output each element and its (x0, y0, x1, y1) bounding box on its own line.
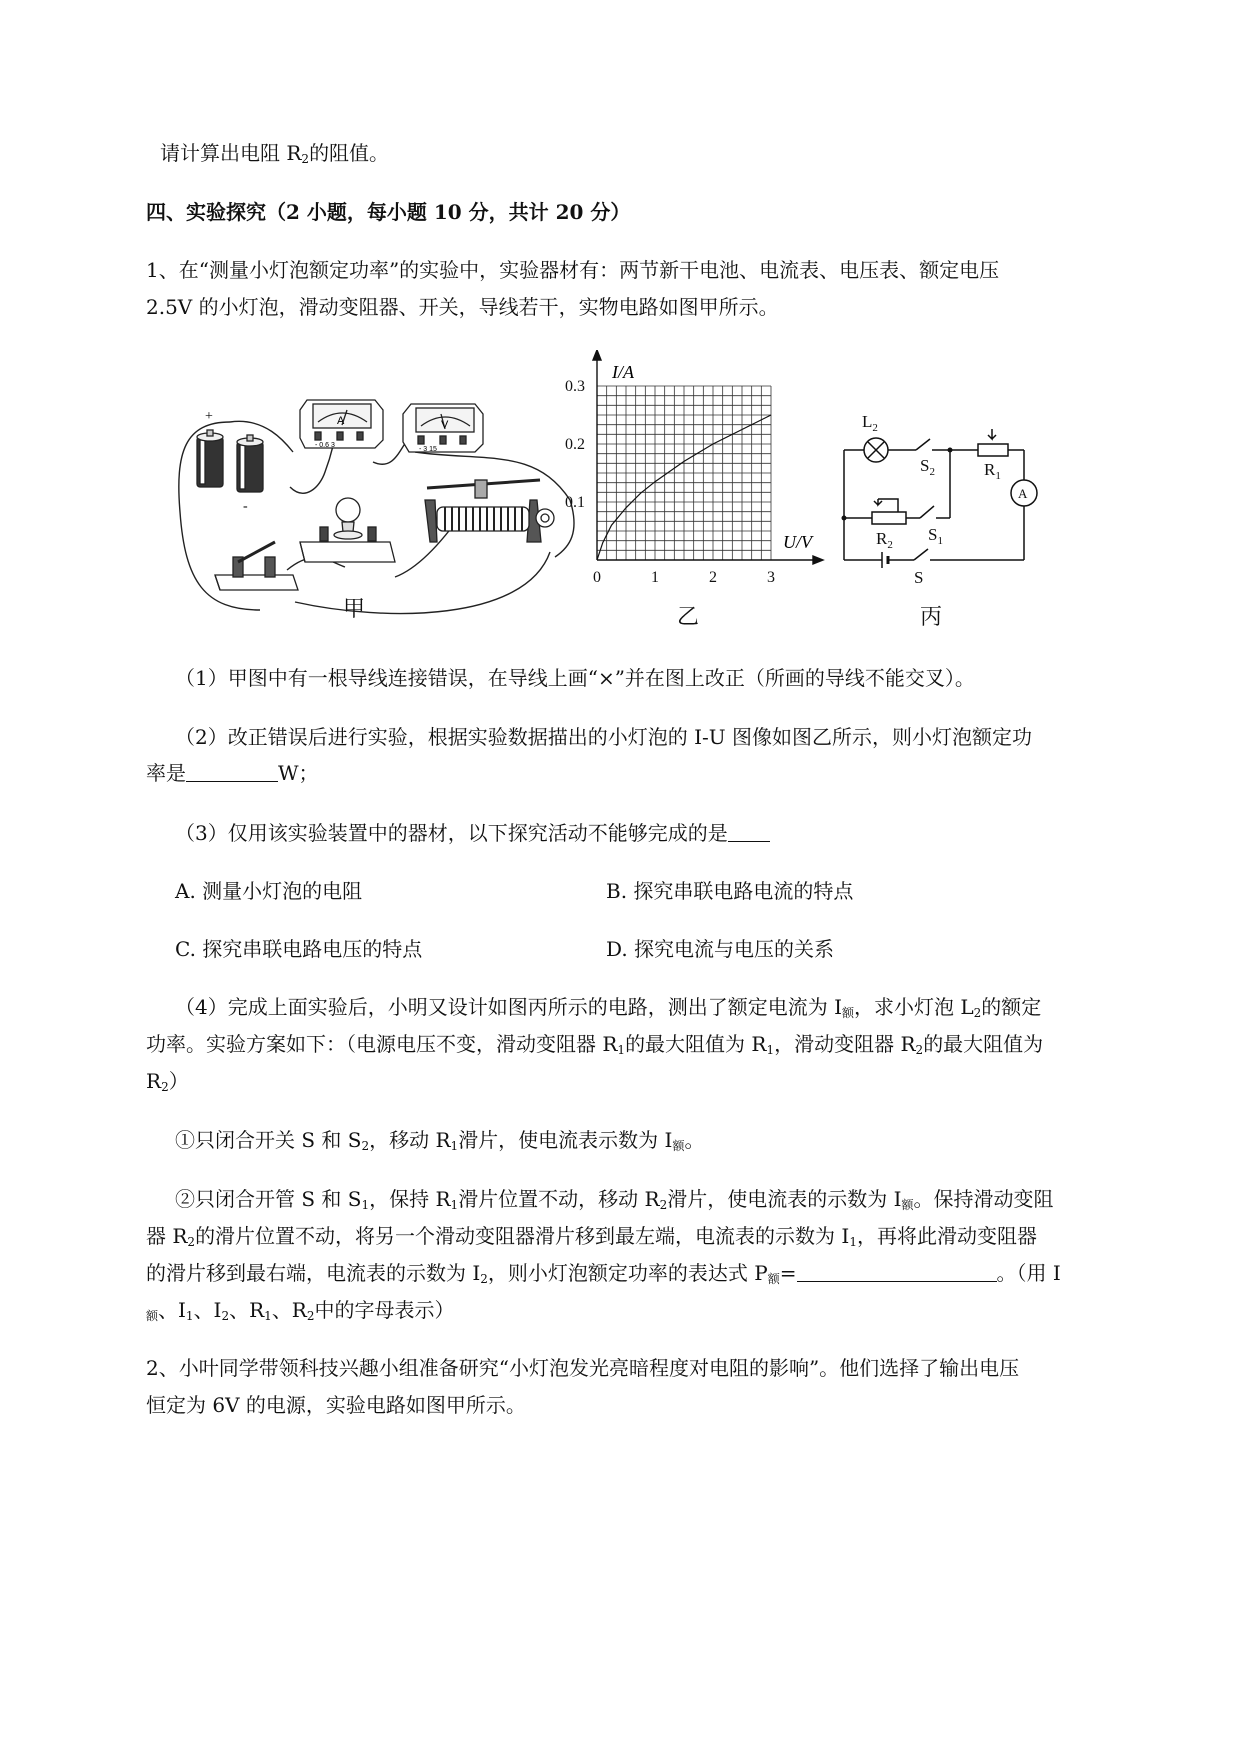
ammeter-scale: - 0.6 3 (315, 442, 335, 449)
q1-intro-line1: 1、在“测量小灯泡额定功率”的实验中，实验器材有：两节新干电池、电流表、电压表、额定电压 (146, 258, 1000, 282)
lamp-on-board (300, 498, 395, 562)
x-tick-label: 0 (593, 569, 601, 586)
option-d: D. 探究电流与电压的关系 (606, 937, 835, 961)
switch-s1-symbol (920, 506, 934, 518)
label-s2: $S_2$ (920, 456, 935, 478)
q2-line2: 恒定为 6V 的电源，实验电路如图甲所示。 (146, 1393, 526, 1417)
prev-question-text: 请计算出电阻 $R_2$的阻值。 (160, 141, 390, 166)
x-tick-label: 3 (767, 569, 775, 586)
switch-on-board (215, 542, 298, 590)
x-tick-label: 2 (709, 569, 717, 586)
y-tick-label: 0.3 (565, 378, 585, 395)
figure-jia-physical-circuit (175, 392, 615, 654)
q1-part1: （1）甲图中有一根导线连接错误，在导线上画“×”并在图上改正（所画的导线不能交叉）。 (175, 666, 975, 690)
rheostat (425, 480, 554, 542)
label-ammeter: A (1018, 486, 1028, 501)
q1-step2-line2: 器 $R_2$的滑片位置不动，将另一个滑动变阻器滑片移到最左端，电流表的示数为 $I_1$，再将此滑动变阻器 (146, 1224, 1037, 1249)
y-tick-label: 0.1 (565, 494, 585, 511)
q1-step2-line4: $_额$、$I_1$、$I_2$、$R_1$、$R_2$中的字母表示） (146, 1298, 455, 1323)
rheostat-r2-symbol (872, 512, 906, 524)
switch-s2-symbol (916, 439, 930, 450)
section-title: 四、实验探究（2 小题，每小题 10 分，共计 20 分） (146, 200, 631, 224)
x-axis-arrow (813, 556, 823, 564)
q1-part4-line1: （4）完成上面实验后，小明又设计如图丙所示的电路，测出了额定电流为 $I_额$，求小灯泡 $L_2$的额定 (175, 995, 1042, 1020)
label-l2: $L_2$ (862, 412, 878, 434)
q2-line1: 2、小叶同学带领科技兴趣小组准备研究“小灯泡发光亮暗程度对电阻的影响”。他们选择了输出电压 (146, 1356, 1020, 1380)
figure-bing-circuit-diagram (838, 405, 1048, 590)
option-a: A. 测量小灯泡的电阻 (175, 879, 363, 903)
label-s: S (914, 568, 924, 587)
battery-minus-label: - (243, 499, 248, 514)
switch-s-symbol (914, 549, 928, 560)
chart-x-axis-label: U/V (783, 532, 812, 552)
ammeter-label: A (337, 415, 345, 427)
y-axis-arrow (593, 350, 601, 360)
q1-step2-line3: 的滑片移到最右端，电流表的示数为 $I_2$，则小灯泡额定功率的表达式 $P_额=$ 。（用 I (146, 1261, 1061, 1286)
label-r1: $R_1$ (984, 460, 1001, 482)
label-r2: $R_2$ (876, 529, 893, 551)
chart-y-axis-label: I/A (612, 362, 634, 382)
q1-step2-line1: ②只闭合开管 S 和 $S_1$，保持 $R_1$滑片位置不动，移动 $R_2$滑片，使电流表的示数为 $I_额$。保持滑动变阻 (175, 1187, 1054, 1212)
answer-blank-choice[interactable] (728, 821, 770, 842)
voltmeter-label: V (441, 419, 449, 431)
q1-part3: （3）仅用该实验装置中的器材，以下探究活动不能够完成的是 (175, 818, 770, 848)
rheostat-r1-symbol (978, 444, 1008, 456)
figure-bing-label: 丙 (920, 605, 943, 630)
answer-blank-expression[interactable] (797, 1261, 997, 1282)
q1-part2-line2: 率是 W； (146, 761, 319, 785)
figure-yi-iu-chart (560, 350, 840, 590)
q1-part2-line1: （2）改正错误后进行实验，根据实验数据描出的小灯泡的 I-U 图像如图乙所示，则小灯泡额定功 (175, 725, 1032, 749)
figure-yi-label: 乙 (677, 605, 700, 630)
label-s1: $S_1$ (928, 525, 943, 547)
battery-2 (237, 435, 263, 492)
y-tick-label: 0.2 (565, 436, 585, 453)
q1-step1: ①只闭合开关 S 和 $S_2$，移动 $R_1$滑片，使电流表示数为 $I_额$。 (175, 1128, 705, 1153)
x-tick-label: 1 (651, 569, 659, 586)
voltmeter-scale: - 3 15 (419, 446, 437, 453)
q1-part4-line3: $R_2$） (146, 1069, 189, 1094)
q1-part4-line2: 功率。实验方案如下：（电源电压不变，滑动变阻器 $R_1$的最大阻值为 $R_1$，滑动变阻器 $R_2$的最大阻值为 (146, 1032, 1044, 1057)
q1-intro-line2: 2.5V 的小灯泡，滑动变阻器、开关，导线若干，实物电路如图甲所示。 (146, 295, 779, 319)
figure-jia-label: 甲 (343, 597, 366, 622)
chart-grid (597, 386, 771, 560)
battery-1 (197, 430, 223, 487)
option-c: C. 探究串联电路电压的特点 (175, 937, 423, 961)
option-b: B. 探究串联电路电流的特点 (606, 879, 854, 903)
battery-plus-label: + (205, 409, 213, 424)
answer-blank-power[interactable] (186, 761, 278, 782)
